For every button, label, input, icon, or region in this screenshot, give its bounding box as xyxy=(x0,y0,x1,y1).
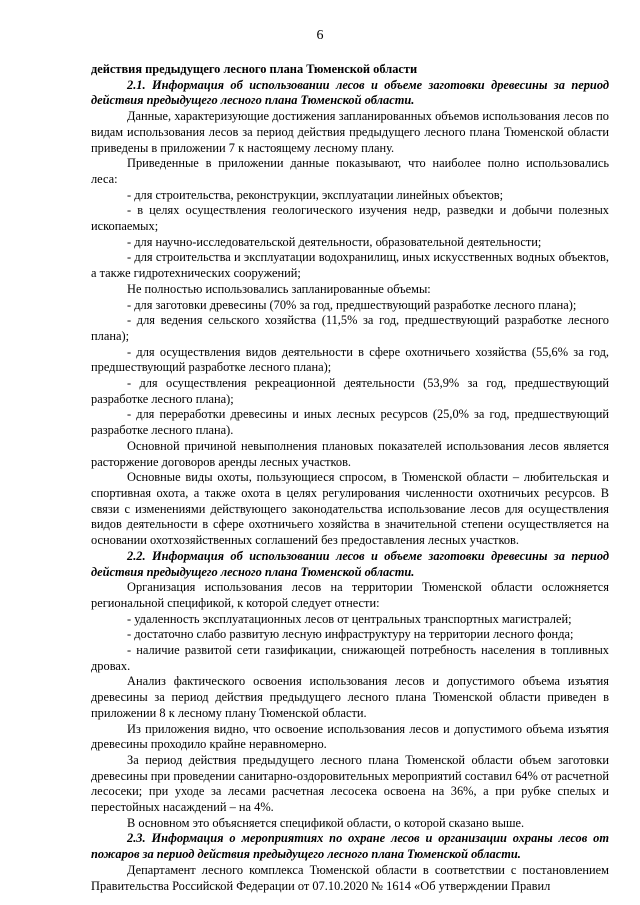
paragraph: За период действия предыдущего лесного плана Тюменской области объем заготовки древесины при проведении санитарно-оздоровительных мероприятий составил 64% от расчетной лесосеки; при уходе за лесами расчетная лесосека освоена на 36%, а при рубке спелых и перестойных насаждений – на 4%. xyxy=(91,752,610,815)
list-item: - удаленность эксплуатационных лесов от центральных транспортных магистралей; xyxy=(127,611,572,626)
list-item: - достаточно слабо развитую лесную инфраструктуру на территории лесного фонда; xyxy=(127,627,574,642)
list-item: - для ведения сельского хозяйства (11,5% за год, предшествующий разработке лесного плана); xyxy=(91,313,609,343)
paragraph: Организация использования лесов на территории Тюменской области осложняется региональной спецификой, к которой следует отнести: xyxy=(91,580,609,610)
list-item: - в целях осуществления геологического изучения недр, разведки и добычи полезных ископаемых; xyxy=(91,203,609,234)
list-item: - для строительства и эксплуатации водохранилищ, иных искусственных водных объектов, а также гидротехнических сооружений; xyxy=(91,250,609,281)
list-item: - для научно-исследовательской деятельности, образовательной деятельности; xyxy=(127,234,542,249)
paragraph: Основной причиной невыполнения плановых показателей использования лесов является расторжение договоров аренды лесных участков. xyxy=(91,438,609,469)
list-item: - для осуществления видов деятельности в сфере охотничьего хозяйства (55,6% за год, предшествующий разработке лесного плана); xyxy=(91,344,609,375)
paragraph: действия предыдущего лесного плана Тюменской области xyxy=(91,62,418,76)
paragraph: Данные, характеризующие достижения запланированных объемов использования лесов по видам использования лесов за период действия предыдущего лесного плана Тюменской области приведены в приложении 7 к настоящему лесному плану. xyxy=(91,109,609,155)
list-item: - наличие развитой сети газификации, снижающей потребность населения в топливных дровах. xyxy=(91,643,609,673)
document-body xyxy=(91,62,609,894)
paragraph: Приведенные в приложении данные показывают, что наиболее полно использовались леса: xyxy=(91,156,609,186)
list-item: - для строительства, реконструкции, эксплуатации линейных объектов; xyxy=(127,187,504,202)
section-heading: 2.1. Информация об использовании лесов и объеме заготовки древесины за период действия предыдущего лесного плана Тюменской области. xyxy=(91,77,609,108)
list-item: - для осуществления рекреационной деятельности (53,9% за год, предшествующий разработке лесного плана); xyxy=(91,376,609,406)
paragraph: Не полностью использовались запланированные объемы: xyxy=(127,281,431,296)
paragraph: Анализ фактического освоения использования лесов и допустимого объема изъятия древесины за период действия предыдущего лесного плана Тюменской области приведен в приложении 8 к лесному плану Тюменской области. xyxy=(91,674,609,720)
paragraph: Из приложения видно, что освоение использования лесов и допустимого объема изъятия древесины проходило крайне неравномерно. xyxy=(91,721,609,752)
paragraph: Департамент лесного комплекса Тюменской области в соответствии с постановлением Правительства Российской Федерации от 07.10.2020 № 1614 «Об утверждении Правил xyxy=(91,862,609,893)
list-item: - для переработки древесины и иных лесных ресурсов (25,0% за год, предшествующий разработке лесного плана). xyxy=(91,407,609,438)
section-heading: 2.3. Информация о мероприятиях по охране лесов и организации охраны лесов от пожаров за период действия предыдущего лесного плана Тюменской области. xyxy=(91,831,609,862)
section-heading: 2.2. Информация об использовании лесов и объеме заготовки древесины за период действия предыдущего лесного плана Тюменской области. xyxy=(91,548,609,579)
paragraph: Основные виды охоты, пользующиеся спросом, в Тюменской области – любительская и спортивная охота, а также охота в целях регулирования численности охотничьих ресурсов. В связи с изменениями действующего законодательства использование лесов для осуществления видов деятельности в сфере охотничьего хозяйства в значительной степени осуществляется на основании охотхозяйственных соглашений без предоставления лесных участков. xyxy=(91,470,609,548)
list-item: - для заготовки древесины (70% за год, предшествующий разработке лесного плана); xyxy=(127,297,577,312)
page-number: 6 xyxy=(316,28,324,43)
paragraph: В основном это объясняется спецификой области, о которой сказано выше. xyxy=(127,815,525,830)
